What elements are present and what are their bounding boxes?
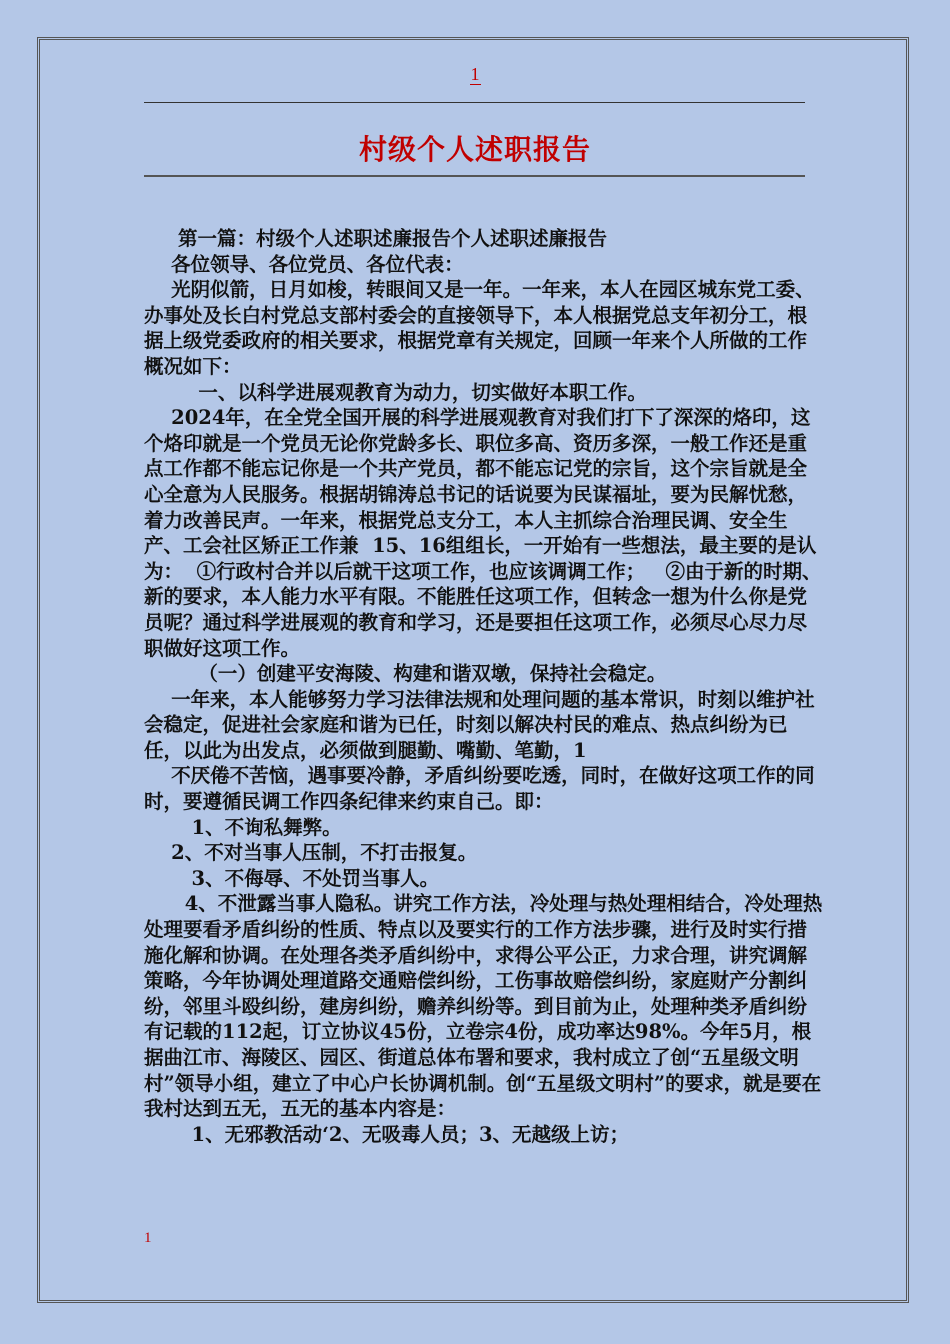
header-page-number-text: 1 bbox=[470, 64, 480, 84]
footer-page-number: 1 bbox=[144, 1230, 152, 1246]
list-item-4: 4、不泄露当事人隐私。讲究工作方法，冷处理与热处理相结合，冷处理热处理要看矛盾纠纷的性质、特点以及要实行的工作方法步骤，进行及时实行措施化解和协调。在处理各类矛盾纠纷中，求得公平公正，力求合理，讲究调解策略，今年协调处理道路交通赔偿纠纷，工伤事故赔偿纠纷，家庭财产分割纠纷，邻里斗殴纠纷，建房纠纷，赡养纠纷等。到目前为止，处理种类矛盾纠纷有记载的112起，订立协议45份，立卷宗4份，成功率达98%。今年5月，根据曲江市、海陵区、园区、街道总体布署和要求，我村成立了创“五星级文明村”领导小组，建立了中心户长协调机制。创“五星级文明村”的要求，就是要在我村达到五无，五无的基本内容是： bbox=[144, 892, 823, 1121]
document-title: 村级个人述职报告 bbox=[358, 133, 591, 166]
subsection-heading-1: （一）创建平安海陵、构建和谐双墩，保持社会稳定。 bbox=[144, 662, 667, 686]
list-item-3: 3、不侮辱、不处罚当事人。 bbox=[144, 866, 440, 890]
paragraph-legal-study: 一年来，本人能够努力学习法律法规和处理问题的基本常识，时刻以维护社会稳定，促进社会家庭和谐为已任，时刻以解决村民的难点、热点纠纷为已任，以此为出发点，必须做到腿勤、嘴勤、笔勤，1 bbox=[144, 687, 815, 762]
title-divider bbox=[144, 175, 805, 177]
document-body bbox=[144, 226, 824, 1147]
header-page-number bbox=[0, 62, 950, 86]
list-item-2: 2、不对当事人压制，不打击报复。 bbox=[144, 841, 478, 865]
paragraph-heading: 第一篇：村级个人述职述廉报告个人述职述廉报告 bbox=[144, 227, 607, 250]
paragraph-discipline: 不厌倦不苦恼，遇事要冷静，矛盾纠纷要吃透，同时，在做好这项工作的同时，要遵循民调工作四条纪律来约束自己。即： bbox=[144, 764, 815, 814]
paragraph-2024: 2024年，在全党全国开展的科学进展观教育对我们打下了深深的烙印，这个烙印就是一个党员无论你党龄多长、职位多高、资历多深，一般工作还是重点工作都不能忘记你是一个共产党员，都不能忘记党的宗旨，这个宗旨就是全心全意为人民服务。根据胡锦涛总书记的话说要为民谋福址，要为民解忧愁，着力改善民声。一年来，根据党总支分工，本人主抓综合治理民调、安全生产、工会社区矫正工作兼 15、16组组长，一开始有一些想法，最主要的是认为： ①行政村合并以后就干这项工作，也应该调调工作； ②由于新的时期、新的要求，本人能力水平有限。不能胜任这项工作，但转念一想为什么你是党员呢？通过科学进展观的教育和学习，还是要担任这项工作，必须尽心尽力尽职做好这项工作。 bbox=[144, 406, 822, 660]
list-item-five-none: 1、无邪教活动‘2、无吸毒人员；3、无越级上访； bbox=[144, 1122, 630, 1146]
paragraph-intro: 光阴似箭，日月如梭，转眼间又是一年。一年来，本人在园区城东党工委、办事处及长白村党总支部村委会的直接领导下，本人根据党总支年初分工，根据上级党委政府的相关要求，根据党章有关规定，回顾一年来个人所做的工作概况如下： bbox=[144, 278, 815, 378]
section-heading-1: 一、以科学进展观教育为动力，切实做好本职工作。 bbox=[144, 380, 647, 404]
list-item-1: 1、不询私舞弊。 bbox=[144, 815, 342, 839]
paragraph-salutation: 各位领导、各位党员、各位代表： bbox=[144, 252, 464, 276]
header-divider bbox=[144, 102, 805, 103]
